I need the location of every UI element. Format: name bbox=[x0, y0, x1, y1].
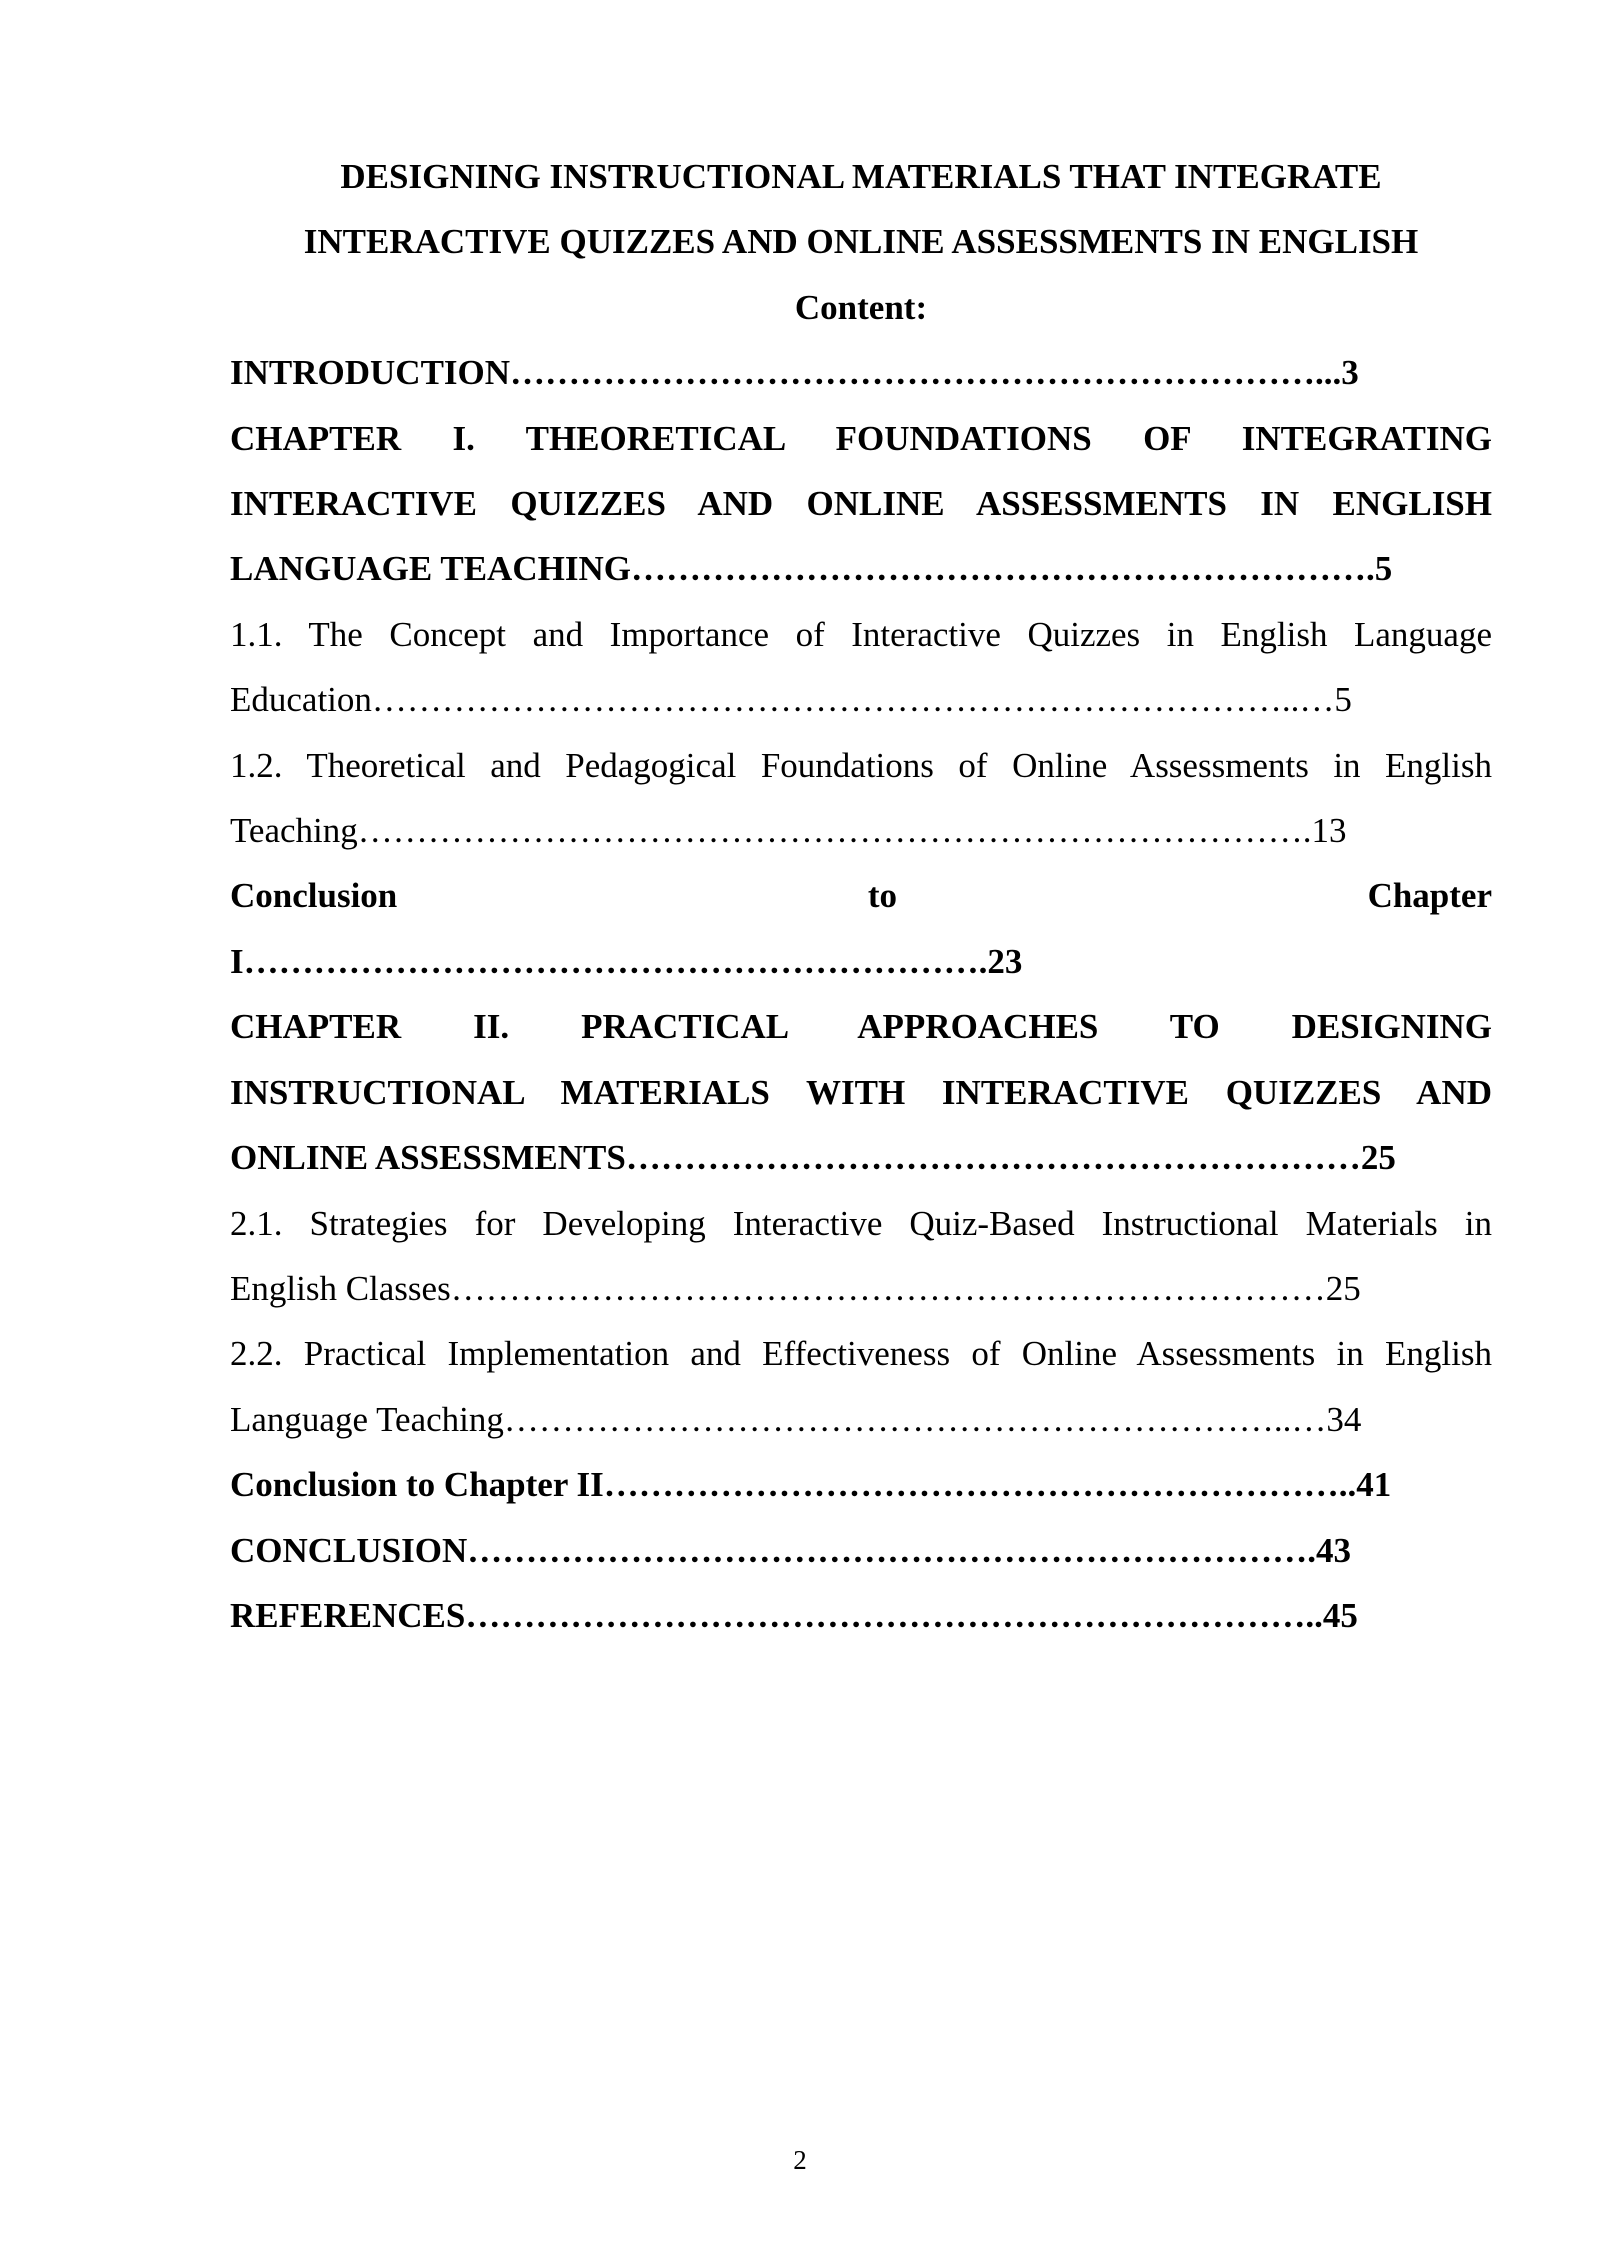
toc-chapter-1-line-3: LANGUAGE TEACHING……………………………………………………….5 bbox=[230, 549, 1393, 589]
content-heading: Content: bbox=[794, 287, 928, 327]
toc-section-1-1-line-1: 1.1. The Concept and Importance of Interactive Quizzes in English Language bbox=[230, 614, 1492, 654]
toc-chapter-2-line-2: INSTRUCTIONAL MATERIALS WITH INTERACTIVE QUIZZES AND bbox=[230, 1072, 1492, 1112]
toc-entry-conclusion-chapter-2[interactable] bbox=[230, 1452, 1492, 1517]
toc-conclusion-1-line-2: I……………………………………………………….23 bbox=[230, 941, 1023, 981]
toc-entry-section-2-2[interactable] bbox=[230, 1321, 1492, 1452]
toc-section-1-1-line-2: Education……………………………………………………………………..…5 bbox=[230, 680, 1352, 720]
table-of-contents bbox=[230, 340, 1492, 1648]
toc-entry-section-2-1[interactable] bbox=[230, 1191, 1492, 1322]
toc-references-text: REFERENCES………………………………………………………………..45 bbox=[230, 1595, 1358, 1635]
toc-entry-conclusion-chapter-1[interactable] bbox=[230, 863, 1492, 994]
toc-conclusion-1-word-3: Chapter bbox=[1367, 876, 1492, 916]
toc-conclusion-1-line-1 bbox=[230, 863, 1492, 928]
toc-entry-chapter-1[interactable] bbox=[230, 406, 1492, 602]
toc-section-1-2-line-1: 1.2. Theoretical and Pedagogical Foundations of Online Assessments in English bbox=[230, 745, 1492, 785]
toc-chapter-2-line-1: CHAPTER II. PRACTICAL APPROACHES TO DESIGNING bbox=[230, 1007, 1492, 1047]
toc-entry-chapter-2[interactable] bbox=[230, 994, 1492, 1190]
toc-section-2-1-line-2: English Classes…………………………………………………………………25 bbox=[230, 1268, 1361, 1308]
toc-chapter-2-line-3: ONLINE ASSESSMENTS………………………………………………………25 bbox=[230, 1138, 1396, 1178]
toc-section-2-1-line-1: 2.1. Strategies for Developing Interactive Quiz-Based Instructional Materials in bbox=[230, 1203, 1492, 1243]
toc-entry-section-1-2[interactable] bbox=[230, 733, 1492, 864]
toc-section-2-2-line-1: 2.2. Practical Implementation and Effectiveness of Online Assessments in English bbox=[230, 1334, 1492, 1374]
toc-introduction-text: INTRODUCTION……………………………………………………………...3 bbox=[230, 353, 1359, 393]
toc-section-1-2-line-2: Teaching……………………………………………………………………….13 bbox=[230, 811, 1347, 851]
toc-chapter-1-line-1: CHAPTER I. THEORETICAL FOUNDATIONS OF INTEGRATING bbox=[230, 418, 1492, 458]
toc-conclusion-1-word-1: Conclusion bbox=[230, 876, 398, 916]
toc-entry-references[interactable] bbox=[230, 1583, 1492, 1648]
page-number: 2 bbox=[793, 2145, 807, 2175]
title-line-1: DESIGNING INSTRUCTIONAL MATERIALS THAT INTEGRATE bbox=[340, 157, 1382, 196]
title-line-2: INTERACTIVE QUIZZES AND ONLINE ASSESSMENTS IN ENGLISH bbox=[303, 222, 1419, 262]
toc-conclusion-2-text: Conclusion to Chapter II………………………………………………………..41 bbox=[230, 1465, 1392, 1505]
page-content bbox=[230, 144, 1492, 1648]
toc-entry-conclusion[interactable] bbox=[230, 1518, 1492, 1583]
toc-section-2-2-line-2: Language Teaching…………………………………………………………..…34 bbox=[230, 1399, 1362, 1439]
toc-conclusion-text: CONCLUSION……………………………………………………………….43 bbox=[230, 1530, 1352, 1570]
toc-entry-introduction[interactable] bbox=[230, 340, 1492, 405]
toc-entry-section-1-1[interactable] bbox=[230, 602, 1492, 733]
toc-chapter-1-line-2: INTERACTIVE QUIZZES AND ONLINE ASSESSMENTS IN ENGLISH bbox=[230, 484, 1492, 524]
document-title bbox=[230, 144, 1492, 340]
toc-conclusion-1-word-2: to bbox=[867, 876, 897, 916]
